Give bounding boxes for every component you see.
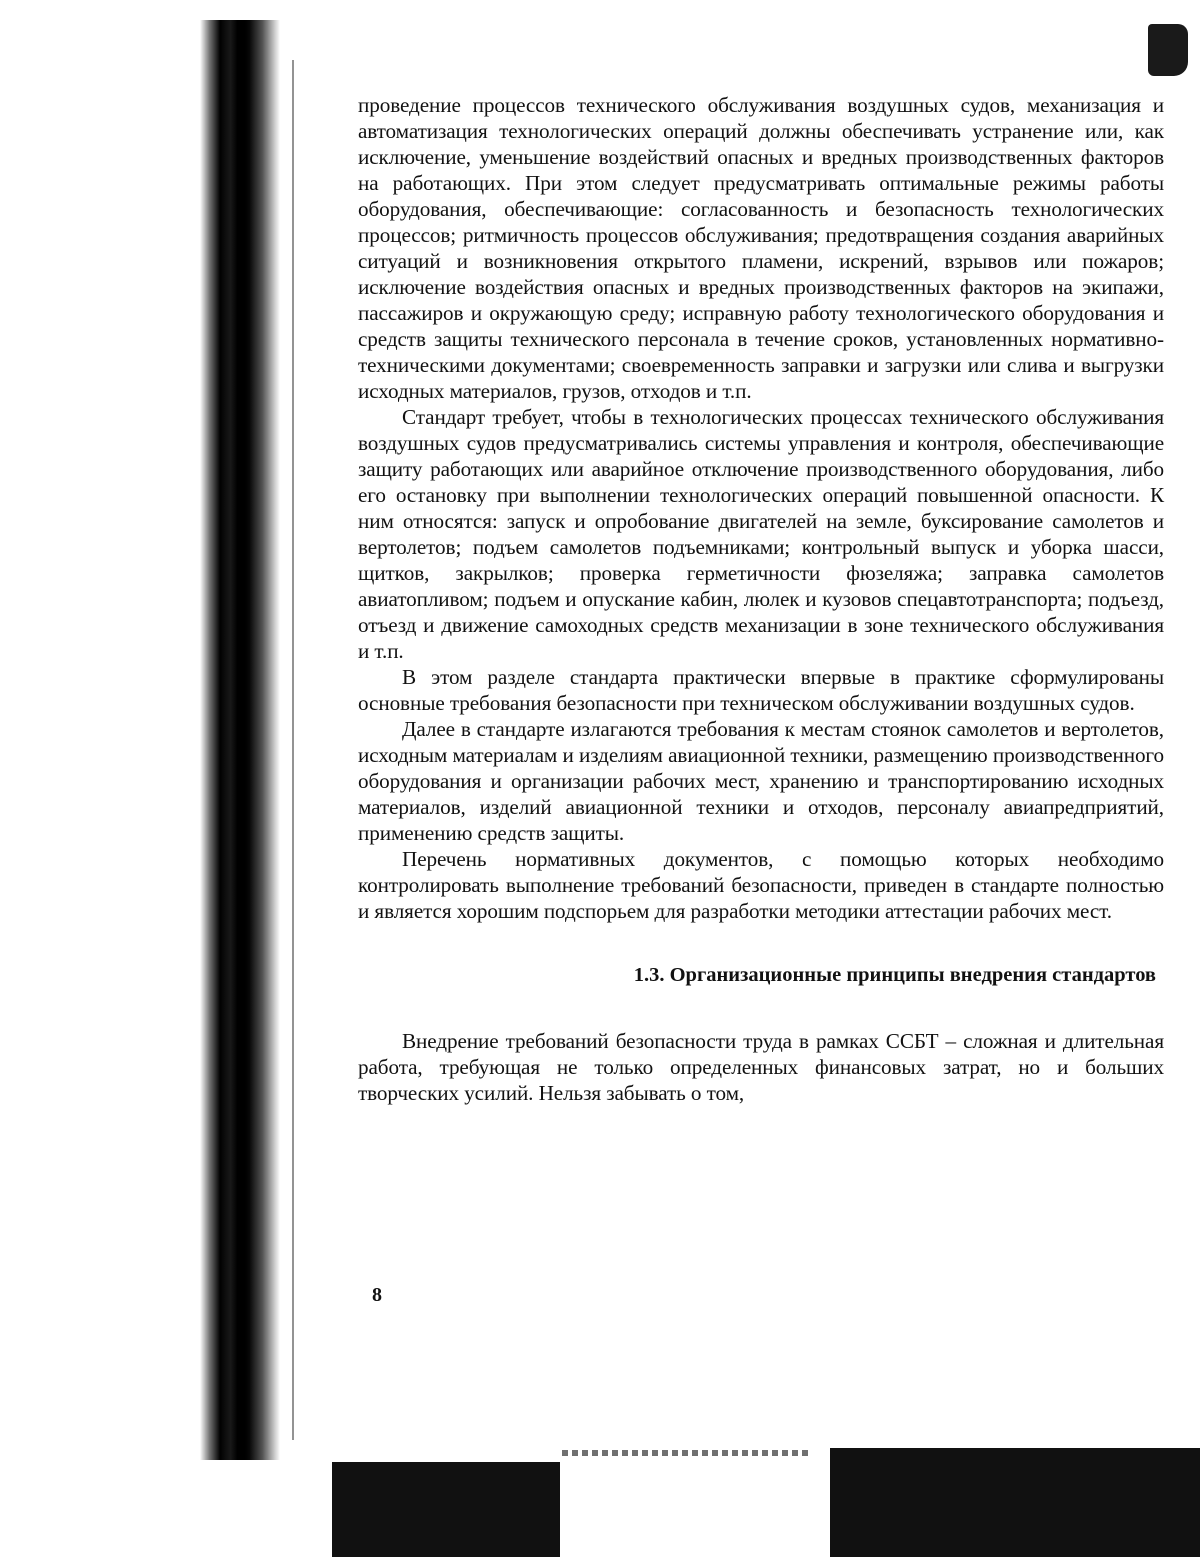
- paragraph-2: Стандарт требует, чтобы в технологических процессах технического обслуживания воздушных судов предусматривались системы управления и контроля, обеспечивающие защиту работающих или аварийное отключение производственного оборудования, либо его остановку при выполнении технологических операций повышенной опасности. К ним относятся: запуск и опробование двигателей на земле, буксирование самолетов и вертолетов; подъем самолетов подъемниками; контрольный выпуск и уборка шасси, щитков, закрылков; проверка герметичности фюзеляжа; заправка самолетов авиатопливом; подъем и опускание кабин, люлек и кузовов спецавтотранспорта; подъезд, отъезд и движение самоходных средств механизации в зоне технического обслуживания и т.п.: [358, 405, 1164, 663]
- paragraph-5: Перечень нормативных документов, с помощью которых необходимо контролировать выполнение требований безопасности, приведен в стандарте полностью и является хорошим подспорьем для разработки методики аттестации рабочих мест.: [358, 847, 1164, 923]
- section-heading: 1.3. Организационные принципы внедрения стандартов: [633, 964, 1156, 986]
- paragraph-6: Внедрение требований безопасности труда в рамках ССБТ – сложная и длительная работа, требующая не только определенных финансовых затрат, но и больших творческих усилий. Нельзя забывать о том,: [358, 1029, 1164, 1105]
- scan-corner-mark: [1148, 24, 1188, 76]
- scan-binding-edge: [292, 60, 294, 1440]
- paragraph-3: В этом разделе стандарта практически впервые в практике сформулированы основные требования безопасности при техническом обслуживании воздушных судов.: [358, 665, 1164, 715]
- scan-binding-shadow: [200, 20, 280, 1460]
- scan-redaction-block-left: [332, 1462, 560, 1557]
- scan-redaction-block-right: [830, 1448, 1200, 1557]
- page-text-column: [358, 92, 1164, 1106]
- paragraph-1: проведение процессов технического обслуживания воздушных судов, механизация и автоматизация технологических операций должны обеспечивать устранение или, как исключение, уменьшение воздействий опасных и вредных производственных факторов на работающих. При этом следует предусматривать оптимальные режимы работы оборудования, обеспечивающие: согласованность и безопасность технологических процессов; ритмичность процессов обслуживания; предотвращения создания аварийных ситуаций и возникновения открытого пламени, искрений, взрывов или пожаров; исключение воздействия опасных и вредных производственных факторов на экипажи, пассажиров и окружающую среду; исправную работу технологического оборудования и средств защиты технического персонала в течение сроков, установленных нормативно-техническими документами; своевременность заправки и загрузки или слива и выгрузки исходных материалов, грузов, отходов и т.п.: [358, 93, 1164, 403]
- page-number: 8: [372, 1284, 382, 1306]
- scan-bottom-smudge: [562, 1450, 812, 1456]
- paragraph-4: Далее в стандарте излагаются требования к местам стоянок самолетов и вертолетов, исходным материалам и изделиям авиационной техники, размещению производственного оборудования и организации рабочих мест, хранению и транспортированию исходных материалов, изделий авиационной техники и отходов, персоналу авиапредприятий, применению средств защиты.: [358, 717, 1164, 845]
